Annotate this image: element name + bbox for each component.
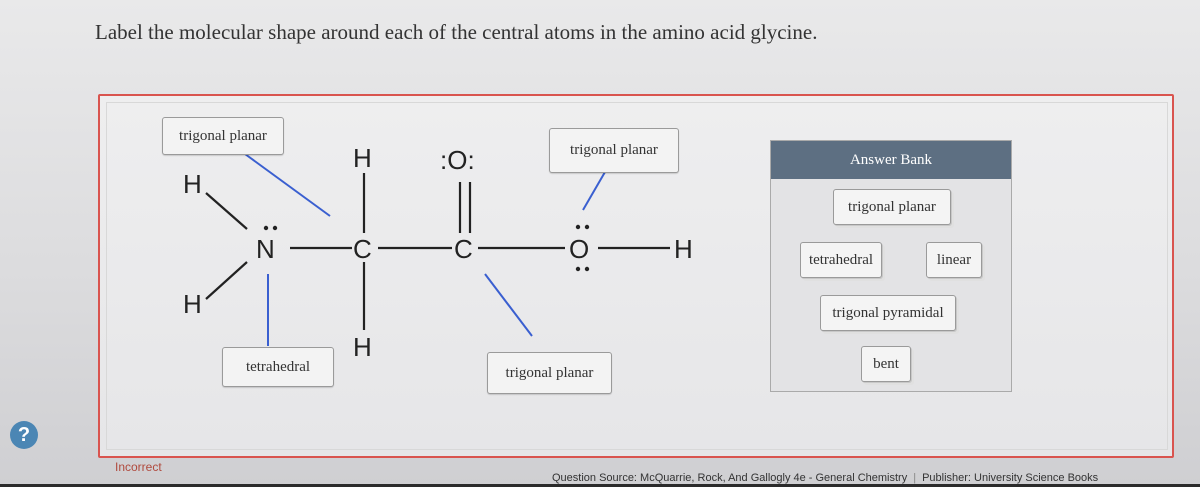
bank-item-bent[interactable]: bent <box>861 346 911 382</box>
atom-h-right: H <box>674 234 693 264</box>
bank-item-tetrahedral[interactable]: tetrahedral <box>800 242 882 278</box>
atom-carbonyl-carbon: C <box>454 234 473 264</box>
atom-hydroxyl-oxygen: O <box>569 234 590 264</box>
atom-h-bottom-left: H <box>183 289 202 319</box>
footer-source <box>552 472 1098 484</box>
publisher: Publisher: University Science Books <box>922 472 1099 484</box>
placed-label-alpha-carbon[interactable]: tetrahedral <box>222 347 334 387</box>
bond-h-n-top <box>206 193 247 229</box>
atom-h-top-left: H <box>183 169 202 199</box>
help-icon[interactable]: ? <box>10 421 38 449</box>
answer-bank-title: Answer Bank <box>771 141 1011 179</box>
bond-h-n-bottom <box>206 262 247 299</box>
placed-label-carbonyl-carbon[interactable]: trigonal planar <box>487 352 612 394</box>
pointer-line-hydroxyl-oxygen <box>583 172 605 210</box>
pointer-line-nitrogen <box>245 154 330 216</box>
pointer-line-carbonyl-carbon <box>485 274 532 336</box>
bank-item-trigonal-pyramidal[interactable]: trigonal pyramidal <box>820 295 956 331</box>
atom-h-bottom-c1: H <box>353 332 372 362</box>
atom-h-top-c1: H <box>353 143 372 173</box>
status-text: Incorrect <box>115 460 162 474</box>
placed-label-hydroxyl-oxygen[interactable]: trigonal planar <box>549 128 679 173</box>
question-source: Question Source: McQuarrie, Rock, And Gallogly 4e - General Chemistry <box>552 472 908 484</box>
bank-item-trigonal-planar[interactable]: trigonal planar <box>833 189 951 225</box>
placed-label-nitrogen[interactable]: trigonal planar <box>162 117 284 155</box>
atom-nitrogen: N <box>256 234 275 264</box>
question-text: Label the molecular shape around each of the central atoms in the amino acid glycine. <box>95 20 818 44</box>
footer-separator: | <box>913 472 917 484</box>
bank-item-linear[interactable]: linear <box>926 242 982 278</box>
atom-alpha-carbon: C <box>353 234 372 264</box>
atom-carbonyl-oxygen: :O: <box>440 145 475 175</box>
